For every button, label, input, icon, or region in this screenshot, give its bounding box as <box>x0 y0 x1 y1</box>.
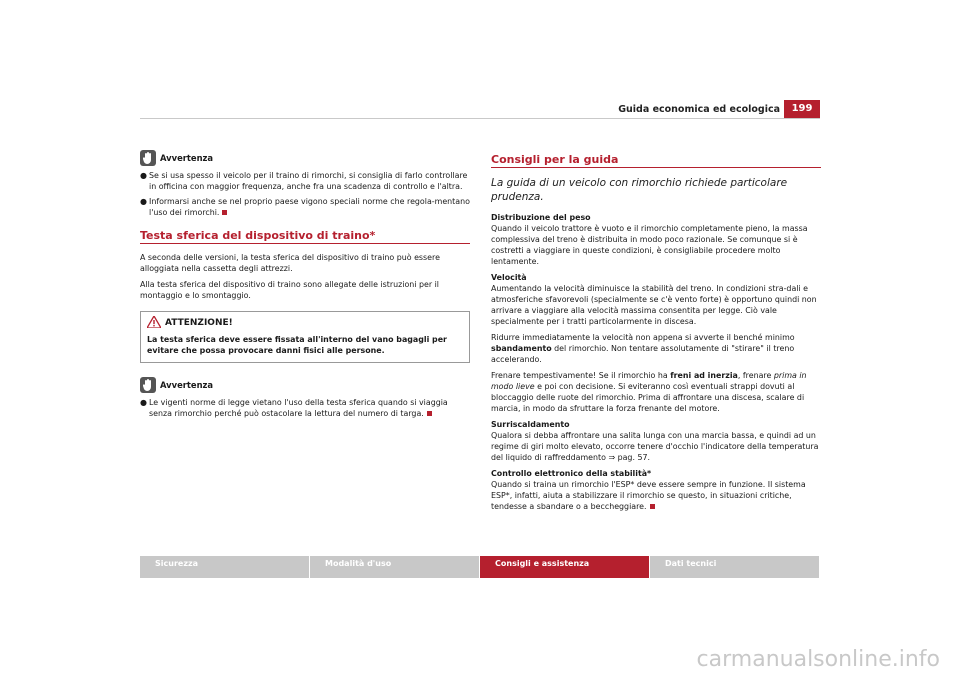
subheading: Surriscaldamento <box>491 420 570 429</box>
subheading: Distribuzione del peso <box>491 213 591 222</box>
left-column <box>140 150 470 423</box>
section-rule <box>491 167 821 168</box>
bullet-dot-icon: ● <box>140 171 147 180</box>
text-run-bold: sbandamento <box>491 344 552 353</box>
paragraph: Alla testa sferica del dispositivo di traino sono allegate delle istruzioni per il montaggio e lo smontaggio. <box>140 280 439 300</box>
watermark: carmanualsonline.info <box>696 647 940 672</box>
note-bullet <box>140 196 470 218</box>
warning-title: ATTENZIONE! <box>165 318 233 328</box>
footer-tab-sicurezza[interactable]: Sicurezza <box>140 556 309 578</box>
page-number: 199 <box>784 100 820 118</box>
section-rule <box>140 243 470 244</box>
paragraph <box>491 332 821 365</box>
section-title-consigli: Consigli per la guida <box>491 153 619 166</box>
end-marker-icon <box>650 504 655 509</box>
warning-header <box>147 316 463 331</box>
footer-nav <box>140 556 820 578</box>
subheading: Velocità <box>491 273 527 282</box>
text-run: Frenare tempestivamente! Se il rimorchio ha <box>491 371 671 380</box>
paragraph <box>491 370 821 414</box>
note-header <box>140 377 470 393</box>
subheading: Controllo elettronico della stabilità* <box>491 469 652 478</box>
end-marker-icon <box>427 411 432 416</box>
text-run: Ridurre immediatamente la velocità non appena si avverte il benché minimo <box>491 333 795 342</box>
text-run: e poi con decisione. Si eviteranno così eventuali strappi dovuti al bloccaggio delle ruote del rimorchio. Prima di affrontare una discesa, scalare di marcia, in modo da sfruttare la forza frenante del motore. <box>491 382 805 413</box>
note-bullet <box>140 397 470 419</box>
paragraph: Quando il veicolo trattore è vuoto e il rimorchio completamente pieno, la massa complessiva del treno è distribuita in modo poco razionale. Se comunque si è costretti a viaggiare in queste condizioni, è consigliabile procedere molto lentamente. <box>491 224 808 266</box>
warning-box <box>140 311 470 363</box>
section-subtitle: La guida di un veicolo con rimorchio richiede particolare prudenza. <box>491 177 788 203</box>
note-title: Avvertenza <box>160 152 214 163</box>
paragraph <box>491 479 821 512</box>
end-marker-icon <box>222 210 227 215</box>
right-column <box>491 150 821 517</box>
text-run: Quando si traina un rimorchio l'ESP* deve essere sempre in funzione. Il sistema ESP*, infatti, aiuta a stabilizzare il rimorchio se questo, in situazioni critiche, tendesse a sbandare o a beccheggiare. <box>491 480 806 511</box>
bullet-dot-icon: ● <box>140 197 147 206</box>
note-bullet <box>140 170 470 192</box>
note-header <box>140 150 470 166</box>
footer-tab-consigli-assistenza[interactable]: Consigli e assistenza <box>480 556 649 578</box>
paragraph: Aumentando la velocità diminuisce la stabilità del treno. In condizioni stra-dali e atmosferiche sfavorevoli (specialmente se c'è vento forte) è opportuno quindi non arrivare a viaggiare alla velocità massima consentita per legge. Ciò vale specialmente per i tratti particolarmente in discesa. <box>491 284 817 326</box>
warning-triangle-icon <box>147 316 161 331</box>
section-title-testa-sferica: Testa sferica del dispositivo di traino* <box>140 229 376 242</box>
note-title: Avvertenza <box>160 379 214 390</box>
paragraph: Qualora si debba affrontare una salita lunga con una marcia bassa, e quindi ad un regime di giri molto elevato, occorre tenere d'occhio l'indicatore della temperatura del liquido di raffreddamento ⇒ pag. 57. <box>491 431 819 462</box>
text-run-italic: prima in modo lieve <box>491 371 807 391</box>
note-bullet-text: Le vigenti norme di legge vietano l'uso della testa sferica quando si viaggia senza rimorchio perché può ostacolare la lettura del numero di targa. <box>149 398 448 418</box>
bullet-dot-icon: ● <box>140 398 147 407</box>
header-rule <box>140 118 820 119</box>
text-run: , frenare <box>737 371 774 380</box>
footer-tab-modalita-uso[interactable]: Modalità d'uso <box>310 556 479 578</box>
hand-note-icon <box>140 377 156 393</box>
warning-body: La testa sferica deve essere fissata all'interno del vano bagagli per evitare che possa provocare danni fisici alle persone. <box>147 335 447 355</box>
footer-tab-dati-tecnici[interactable]: Dati tecnici <box>650 556 819 578</box>
page-header <box>140 100 820 120</box>
header-title: Guida economica ed ecologica <box>618 104 780 115</box>
hand-note-icon <box>140 150 156 166</box>
note-bullet-text: Se si usa spesso il veicolo per il traino di rimorchi, si consiglia di farlo controllare in officina con maggior frequenza, anche fra una scadenza di controllo e l'altra. <box>149 171 468 191</box>
text-run: del rimorchio. Non tentare assolutamente di "stirare" il treno accelerando. <box>491 344 795 364</box>
text-run-bold: freni ad inerzia <box>670 371 738 380</box>
paragraph: A seconda delle versioni, la testa sferica del dispositivo di traino può essere alloggiata nella cassetta degli attrezzi. <box>140 253 440 273</box>
note-bullet-text: Informarsi anche se nel proprio paese vigono speciali norme che regola-mentano l'uso dei rimorchi. <box>149 197 470 217</box>
